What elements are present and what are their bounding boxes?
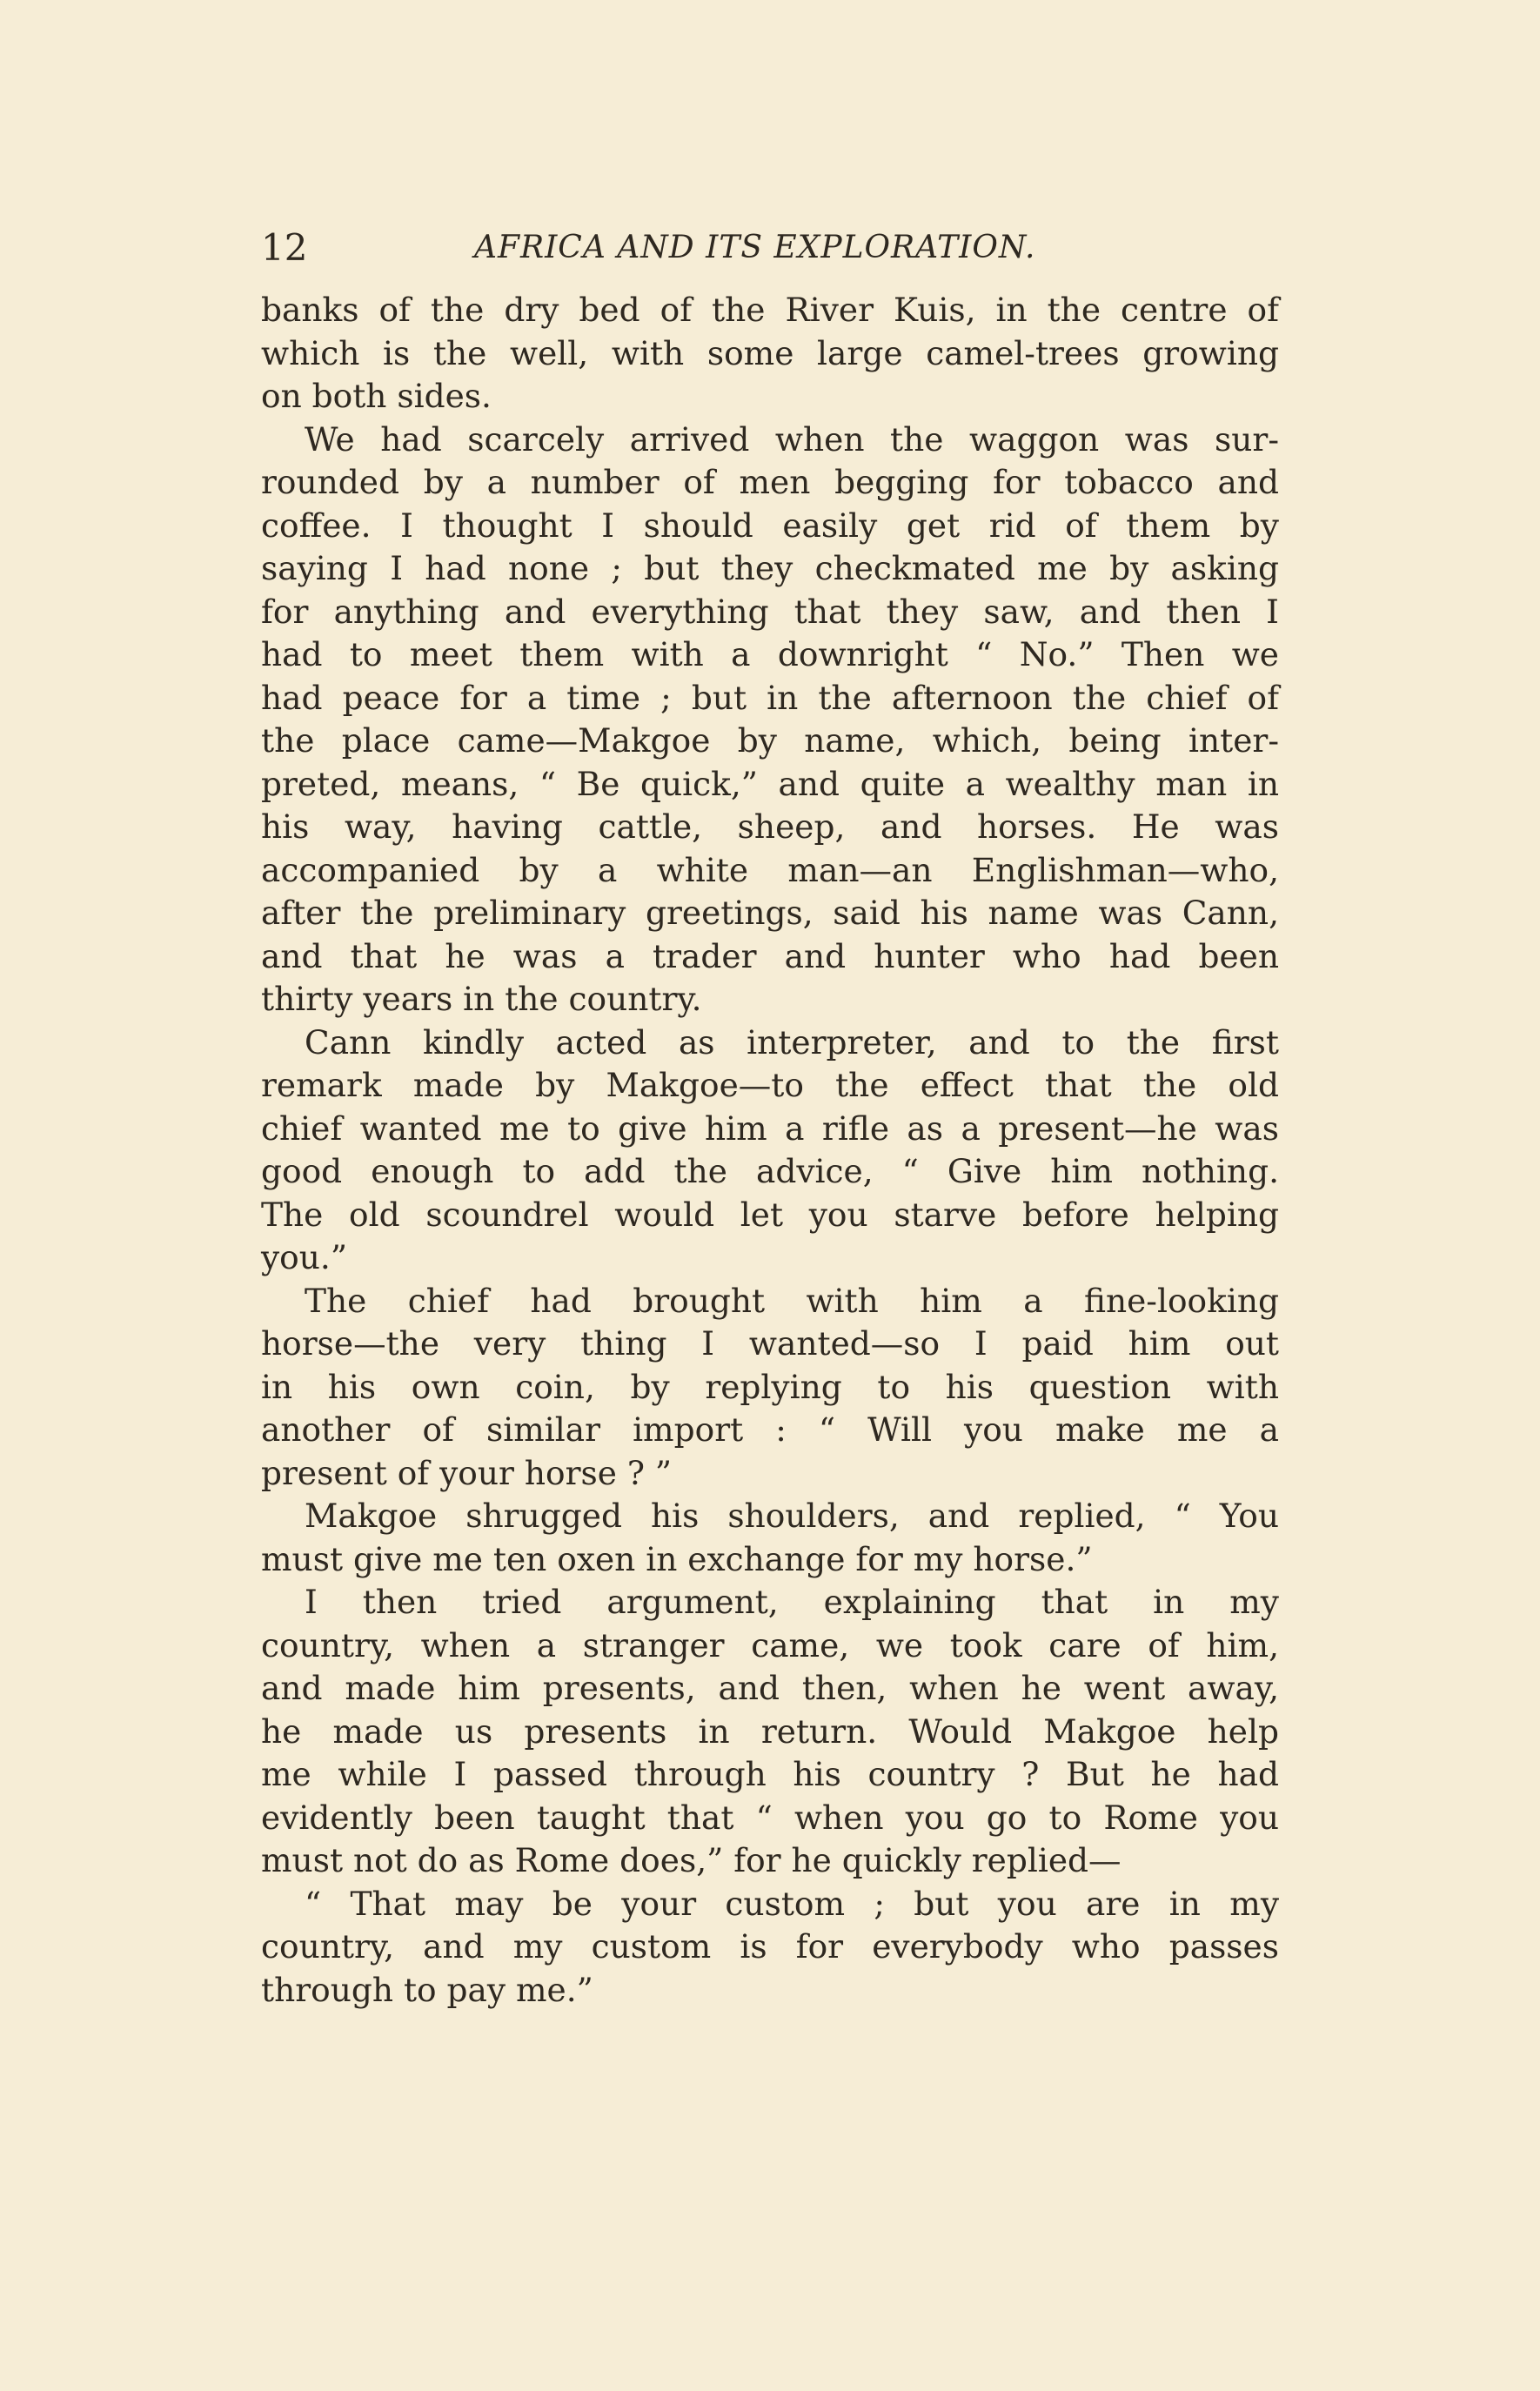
text-line: his way, having cattle, sheep, and horses. He was [261,807,1279,846]
text-line: me while I passed through his country ? But he had [261,1755,1279,1793]
text-line: I then tried argument, explaining that in my [305,1583,1279,1621]
paragraph [261,1495,1279,1581]
text-line: country, when a stranger came, we took care of him, [261,1625,1279,1664]
text-line: saying I had none ; but they checkmated me by asking [261,549,1279,587]
body-text [261,289,1279,2012]
text-line: the place came—Makgoe by name, which, being inter- [261,721,1279,760]
page-number: 12 [261,226,308,269]
text-line: accompanied by a white man—an Englishman—who, [261,850,1279,889]
text-line: on both sides. [261,377,492,415]
paragraph [261,419,1279,1021]
text-line: We had scarcely arrived when the waggon was sur- [305,419,1279,459]
text-line: through to pay me.” [261,1970,593,2009]
text-line: banks of the dry bed of the River Kuis, in the centre of [261,291,1279,329]
running-title: AFRICA AND ITS EXPLORATION. [474,230,1036,265]
text-line: chief wanted me to give him a rifle as a present—he was [261,1108,1279,1148]
text-line: evidently been taught that “ when you go to Rome you [261,1798,1279,1837]
text-line: “ That may be your custom ; but you are in my [305,1884,1279,1923]
text-line: The old scoundrel would let you starve before helping [261,1195,1279,1234]
paragraph [261,1883,1279,2013]
text-line: country, and my custom is for everybody who passes [261,1927,1279,1966]
paragraph [261,1581,1279,1883]
text-line: which is the well, with some large camel-trees growing [261,333,1279,372]
text-line: The chief had brought with him a fine-looking [305,1281,1279,1320]
text-line: he made us presents in return. Would Makgoe help [261,1711,1279,1751]
text-line: Cann kindly acted as interpreter, and to the first [305,1022,1279,1062]
text-line: present of your horse ? ” [261,1453,673,1492]
paragraph [261,289,1279,419]
paragraph [261,1280,1279,1496]
paragraph [261,1021,1279,1280]
text-line: preted, means, “ Be quick,” and quite a wealthy man in [261,764,1279,803]
text-line: you.” [261,1238,348,1276]
text-line: horse—the very thing I wanted—so I paid him out [261,1324,1279,1363]
text-line: after the preliminary greetings, said his name was Cann, [261,894,1279,932]
text-line: must not do as Rome does,” for he quickly replied— [261,1841,1122,1879]
text-line: in his own coin, by replying to his question with [261,1367,1279,1406]
text-line: had peace for a time ; but in the afternoon the chief of [261,678,1279,717]
text-line: for anything and everything that they saw, and then I [261,592,1279,631]
text-line: coffee. I thought I should easily get rid of them by [261,506,1279,545]
text-line: thirty years in the country. [261,980,702,1018]
text-line: and that he was a trader and hunter who had been [261,936,1279,975]
running-head [261,222,1279,274]
text-line: must give me ten oxen in exchange for my horse.” [261,1539,1093,1578]
text-line: Makgoe shrugged his shoulders, and replied, “ You [305,1497,1279,1535]
text-line: another of similar import : “ Will you make me a [261,1410,1279,1449]
text-line: and made him presents, and then, when he went away, [261,1669,1279,1707]
text-line: good enough to add the advice, “ Give him nothing. [261,1152,1279,1190]
text-line: rounded by a number of men begging for tobacco and [261,463,1279,501]
text-line: had to meet them with a downright “ No.” Then we [261,635,1279,673]
text-line: remark made by Makgoe—to the effect that the old [261,1066,1279,1104]
